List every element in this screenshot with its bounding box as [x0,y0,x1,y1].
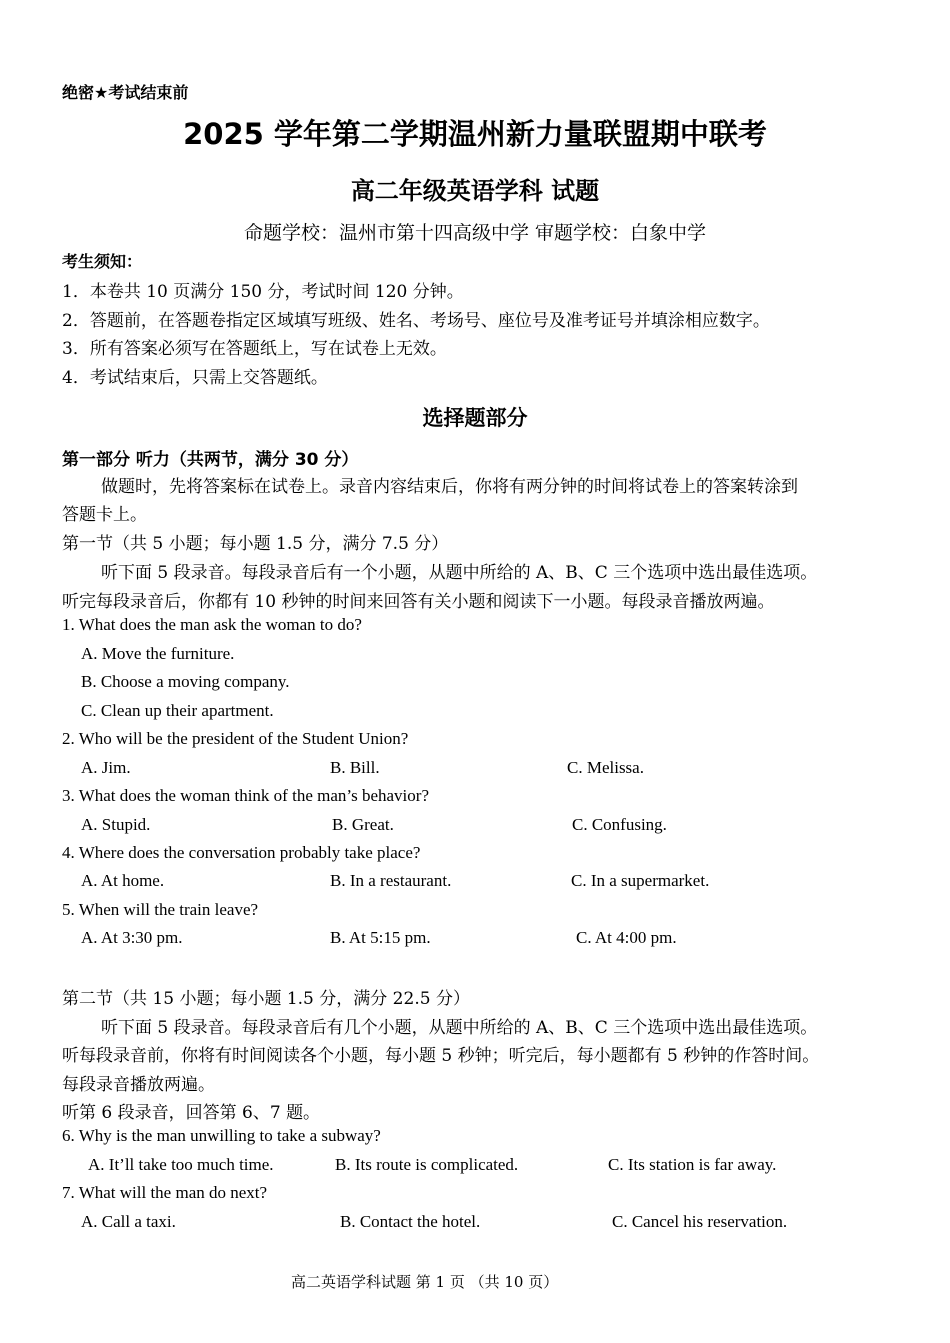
notice-item: 4．考试结束后，只需上交答题纸。 [62,368,328,388]
school-info: 命题学校：温州市第十四高级中学 审题学校：白象中学 [243,222,707,244]
option-c: C. Cancel his reservation. [612,1212,788,1231]
notice-heading: 考生须知： [62,252,143,271]
option-b: B. Great. [332,815,394,834]
option-b: B. In a restaurant. [330,871,452,890]
section2-intro: 听下面 5 段录音。每段录音后有几个小题，从题中所给的 A、B、C 三个选项中选出最佳选项。 [101,1018,818,1038]
page-footer: 高二英语学科试题 第 1 页 （共 10 页） [291,1273,559,1291]
option-a: A. Jim. [81,758,131,777]
part1-heading: 第一部分 听力（共两节，满分 30 分） [62,450,359,470]
section2-intro: 听每段录音前，你将有时间阅读各个小题，每小题 5 秒钟；听完后，每小题都有 5 秒钟的作答时间。 [62,1046,820,1066]
question-stem: 2. Who will be the president of the Student Union? [62,729,409,748]
option-a: A. It’ll take too much time. [88,1155,274,1174]
exam-subtitle: 高二年级英语学科 试题 [350,177,600,205]
notice-item: 2．答题前，在答题卷指定区域填写班级、姓名、考场号、座位号及准考证号并填涂相应数字。 [62,311,770,331]
option-a: A. At 3:30 pm. [81,928,183,947]
section-title: 选择题部分 [422,406,528,430]
option-b: B. Its route is complicated. [335,1155,519,1174]
section1-heading: 第一节（共 5 小题；每小题 1.5 分，满分 7.5 分） [62,534,449,554]
option-c: C. Confusing. [572,815,667,834]
section1-intro: 听完每段录音后，你都有 10 秒钟的时间来回答有关小题和阅读下一小题。每段录音播放两遍。 [62,592,775,612]
option-b: B. Contact the hotel. [340,1212,481,1231]
question-stem: 1. What does the man ask the woman to do? [62,615,362,634]
confidential-label: 绝密★考试结束前 [62,83,189,102]
option-a: A. Stupid. [81,815,151,834]
question-stem: 6. Why is the man unwilling to take a subway? [62,1126,381,1145]
audio-instruction: 听第 6 段录音，回答第 6、7 题。 [62,1103,321,1123]
option-c: C. Its station is far away. [608,1155,777,1174]
section2-heading: 第二节（共 15 小题；每小题 1.5 分，满分 22.5 分） [62,989,470,1009]
option-a: A. Call a taxi. [81,1212,176,1231]
option-b: B. Choose a moving company. [81,672,290,691]
section1-intro: 听下面 5 段录音。每段录音后有一个小题，从题中所给的 A、B、C 三个选项中选出最佳选项。 [101,563,818,583]
option-b: B. At 5:15 pm. [330,928,431,947]
option-a: A. At home. [81,871,165,890]
notice-item: 1．本卷共 10 页满分 150 分，考试时间 120 分钟。 [62,282,464,302]
question-stem: 7. What will the man do next? [62,1183,268,1202]
question-stem: 3. What does the woman think of the man’s behavior? [62,786,429,805]
exam-title: 2025 学年第二学期温州新力量联盟期中联考 [183,117,767,151]
option-c: C. Melissa. [567,758,644,777]
option-c: C. Clean up their apartment. [81,701,274,720]
section2-intro: 每段录音播放两遍。 [62,1075,215,1095]
option-a: A. Move the furniture. [81,644,235,663]
option-c: C. In a supermarket. [571,871,710,890]
option-b: B. Bill. [330,758,380,777]
option-c: C. At 4:00 pm. [576,928,677,947]
part1-intro: 答题卡上。 [62,505,147,525]
part1-intro: 做题时，先将答案标在试卷上。录音内容结束后，你将有两分钟的时间将试卷上的答案转涂到 [101,477,798,497]
question-stem: 5. When will the train leave? [62,900,259,919]
notice-item: 3．所有答案必须写在答题纸上，写在试卷上无效。 [62,339,447,359]
question-stem: 4. Where does the conversation probably take place? [62,843,421,862]
